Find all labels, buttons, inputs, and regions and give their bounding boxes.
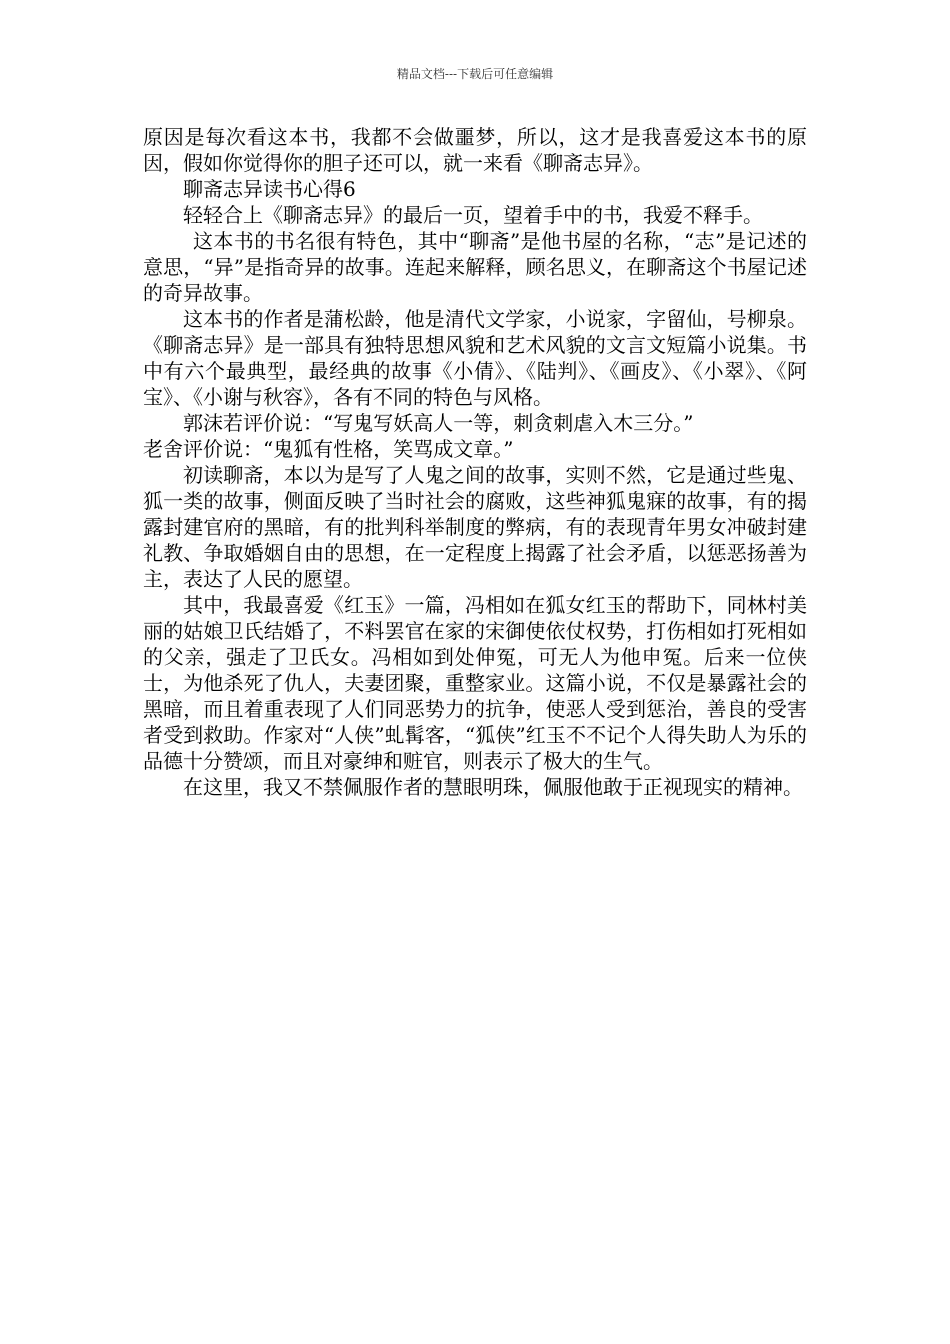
paragraph-author: 这本书的作者是蒲松龄，他是清代文学家，小说家，字留仙，号柳泉。《聊斋志异》是一部具有独特思想风貌和艺术风貌的文言文短篇小说集。书中有六个最典型，最经典的故事《小倩》、《陆判》、《画皮》、《小翠》、《阿宝》、《小谢与秋容》，各有不同的特色与风格。 [143, 307, 807, 409]
paragraph-title-meaning: 这本书的书名很有特色，其中“聊斋”是他书屋的名称，“志”是记述的意思，“异”是指奇异的故事。连起来解释，顾名思义，在聊斋这个书屋记述的奇异故事。 [143, 229, 807, 305]
paragraph-intro: 轻轻合上《聊斋志异》的最后一页，望着手中的书，我爱不释手。 [183, 203, 763, 227]
paragraph-conclusion: 在这里，我又不禁佩服作者的慧眼明珠，佩服他敢于正视现实的精神。 [183, 775, 803, 799]
paragraph-continuation: 原因是每次看这本书，我都不会做噩梦，所以，这才是我喜爱这本书的原因，假如你觉得你的胆子还可以，就一来看《聊斋志异》。 [143, 125, 807, 175]
paragraph-lao-she-quote: 老舍评价说：“鬼狐有性格，笑骂成文章。” [143, 437, 514, 461]
document-body [143, 124, 807, 800]
page-header: 精品文档---下载后可任意编辑 [396, 67, 554, 81]
paragraph-guo-moruo-quote: 郭沫若评价说：“写鬼写妖高人一等，刺贪刺虐入木三分。” [183, 411, 694, 435]
section-heading: 聊斋志异读书心得6 [183, 177, 356, 201]
paragraph-hongyu-story: 其中，我最喜爱《红玉》一篇，冯相如在狐女红玉的帮助下，同林村美丽的姑娘卫氏结婚了，不料罢官在家的宋御使依仗权势，打伤相如打死相如的父亲，强走了卫氏女。冯相如到处伸冤，可无人为他申冤。后来一位侠士，为他杀死了仇人，夫妻团聚，重整家业。这篇小说，不仅是暴露社会的黑暗，而且着重表现了人们同恶势力的抗争，使恶人受到惩治，善良的受害者受到救助。作家对“人侠”虬髯客，“狐侠”红玉不不记个人得失助人为乐的品德十分赞颂，而且对豪绅和赃官，则表示了极大的生气。 [143, 593, 807, 773]
paragraph-first-reading: 初读聊斋，本以为是写了人鬼之间的故事，实则不然，它是通过些鬼、狐一类的故事，侧面反映了当时社会的腐败，这些神狐鬼寐的故事，有的揭露封建官府的黑暗，有的批判科举制度的弊病，有的表现青年男女冲破封建礼教、争取婚姻自由的思想，在一定程度上揭露了社会矛盾，以惩恶扬善为主，表达了人民的愿望。 [143, 463, 807, 591]
